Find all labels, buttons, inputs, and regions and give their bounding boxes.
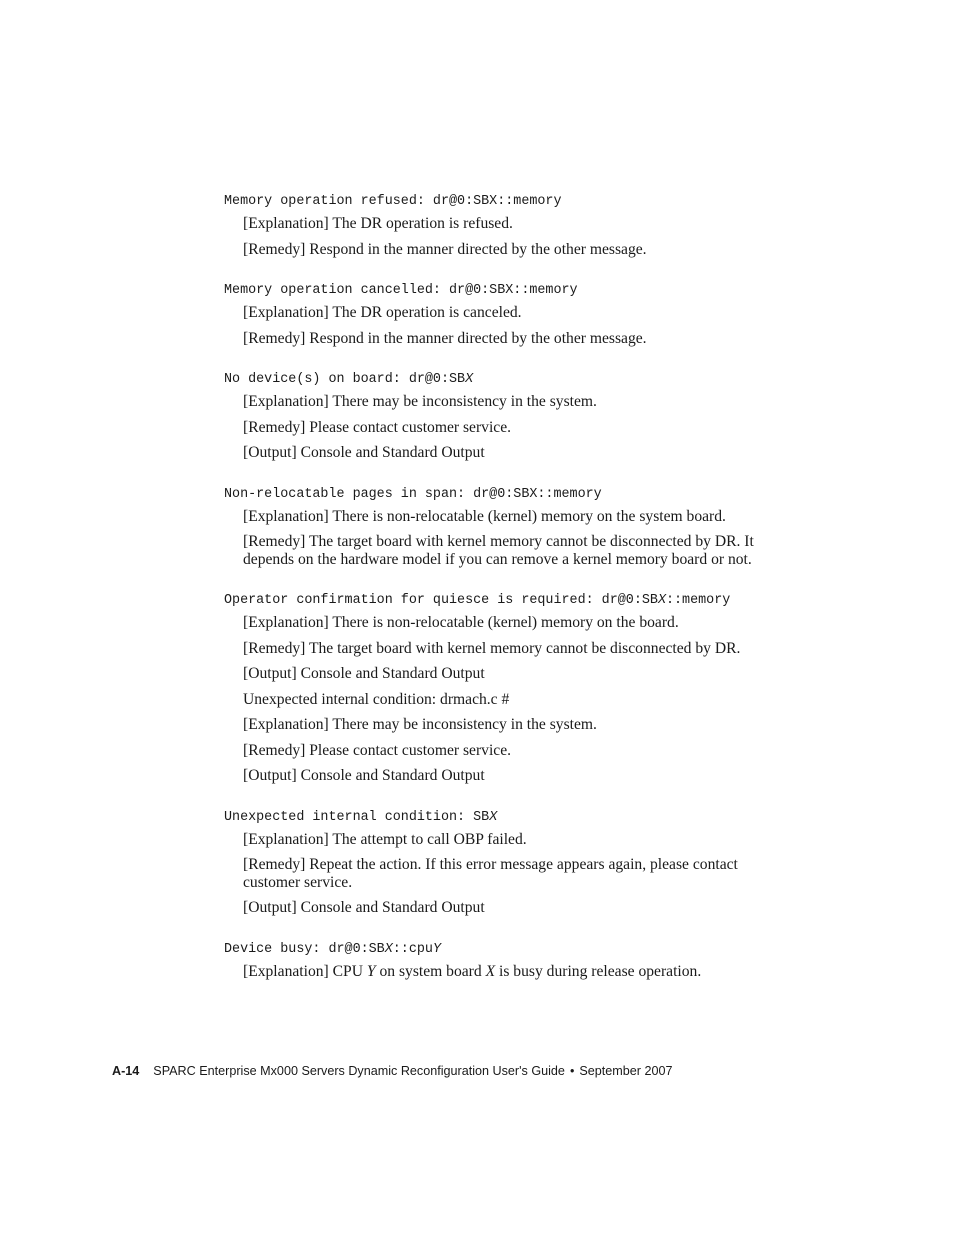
remedy-text: [Remedy] Please contact customer service. <box>243 418 512 436</box>
remedy-text: [Remedy] Respond in the manner directed by the other message. <box>243 240 647 258</box>
message-entry <box>224 281 804 347</box>
remedy-text: [Remedy] Respond in the manner directed by the other message. <box>243 329 647 347</box>
explanation-text: [Explanation] The DR operation is refused. <box>243 215 513 232</box>
page-number: A-14 <box>112 1064 140 1078</box>
remedy-text: [Remedy] The target board with kernel memory cannot be disconnected by DR. It depends on the hardware model if you can remove a kernel memory board or not. <box>243 533 754 568</box>
bullet-separator: • <box>569 1064 575 1078</box>
code-text: Memory operation cancelled: dr@0:SBX::memory <box>224 283 578 298</box>
explanation-text: [Explanation] There may be inconsistency in the system. <box>243 716 597 733</box>
message-entry <box>224 192 804 258</box>
explanation-text: [Explanation] There may be inconsistency in the system. <box>243 393 597 410</box>
document-title: SPARC Enterprise Mx000 Servers Dynamic Reconfiguration User's Guide <box>153 1064 565 1078</box>
document-date: September 2007 <box>579 1064 673 1078</box>
remedy-text: [Remedy] Please contact customer service. <box>243 741 512 759</box>
remedy-text: [Remedy] Repeat the action. If this error message appears again, please contact customer service. <box>243 856 738 891</box>
message-entry <box>224 940 804 981</box>
message-code <box>224 281 804 300</box>
explanation-text: [Explanation] The DR operation is canceled. <box>243 304 522 321</box>
message-text: Unexpected internal condition: drmach.c # <box>243 690 510 708</box>
explanation-text: [Explanation] CPU Y on system board X is busy during release operation. <box>243 962 702 980</box>
output-text: [Output] Console and Standard Output <box>243 767 485 784</box>
output-text: [Output] Console and Standard Output <box>243 444 485 461</box>
explanation-text: [Explanation] The attempt to call OBP failed. <box>243 830 527 848</box>
message-code: Operator confirmation for quiesce is required: dr@0:SBX::memory <box>224 593 731 608</box>
message-entry <box>224 370 804 462</box>
remedy-text: [Remedy] The target board with kernel memory cannot be disconnected by DR. <box>243 639 741 657</box>
document-body <box>224 192 804 988</box>
message-entry <box>224 485 804 569</box>
output-text: [Output] Console and Standard Output <box>243 665 485 682</box>
message-code: No device(s) on board: dr@0:SBX <box>224 372 474 387</box>
message-code <box>224 192 804 211</box>
explanation-text: [Explanation] There is non-relocatable (kernel) memory on the board. <box>243 614 679 631</box>
message-code: Device busy: dr@0:SBX::cpuY <box>224 941 441 957</box>
explanation-text: [Explanation] There is non-relocatable (kernel) memory on the system board. <box>243 507 726 525</box>
message-entry <box>224 591 804 785</box>
page-footer <box>112 1063 672 1079</box>
message-code: Unexpected internal condition: SBX <box>224 809 498 825</box>
message-entry <box>224 808 804 917</box>
code-text: Memory operation refused: dr@0:SBX::memory <box>224 194 562 209</box>
output-text: [Output] Console and Standard Output <box>243 899 485 916</box>
message-code: Non-relocatable pages in span: dr@0:SBX::memory <box>224 486 602 502</box>
